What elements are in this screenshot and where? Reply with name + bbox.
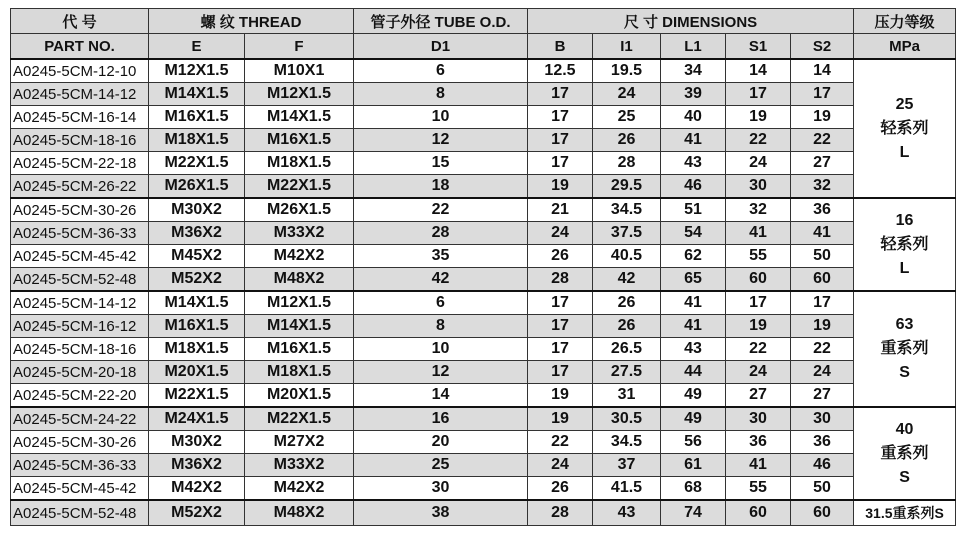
- table-cell: M16X1.5: [149, 315, 245, 338]
- table-cell: 26.5: [593, 338, 661, 361]
- table-cell: 17: [528, 106, 593, 129]
- table-cell: 19: [791, 106, 854, 129]
- table-cell: 60: [726, 268, 791, 292]
- table-cell: 19: [791, 315, 854, 338]
- table-cell: A0245-5CM-36-33: [11, 222, 149, 245]
- table-cell: M10X1: [245, 59, 354, 83]
- table-cell: 36: [791, 431, 854, 454]
- table-cell: 42: [593, 268, 661, 292]
- table-row: [11, 245, 956, 268]
- table-cell: 74: [661, 500, 726, 526]
- table-cell: M14X1.5: [245, 106, 354, 129]
- table-cell: 8: [354, 315, 528, 338]
- pressure-class-cell: [854, 291, 956, 407]
- pressure-code: L: [899, 259, 910, 277]
- table-cell: A0245-5CM-16-12: [11, 315, 149, 338]
- table-row: [11, 407, 956, 431]
- table-cell: M52X2: [149, 500, 245, 526]
- table-cell: M27X2: [245, 431, 354, 454]
- table-cell: A0245-5CM-22-20: [11, 384, 149, 408]
- table-row: [11, 83, 956, 106]
- table-cell: 22: [528, 431, 593, 454]
- table-cell: 24: [726, 361, 791, 384]
- table-cell: 40: [661, 106, 726, 129]
- table-cell: 41: [661, 315, 726, 338]
- table-row: [11, 477, 956, 501]
- table-cell: 12.5: [528, 59, 593, 83]
- table-cell: M30X2: [149, 431, 245, 454]
- table-cell: 36: [791, 198, 854, 222]
- table-cell: 26: [528, 245, 593, 268]
- col-f: F: [245, 34, 354, 60]
- pressure-pressure: 25: [895, 95, 914, 113]
- table-cell: 35: [354, 245, 528, 268]
- table-cell: 68: [661, 477, 726, 501]
- table-cell: 17: [528, 129, 593, 152]
- table-cell: 49: [661, 407, 726, 431]
- table-cell: M33X2: [245, 222, 354, 245]
- table-cell: 17: [791, 83, 854, 106]
- table-cell: 22: [726, 129, 791, 152]
- table-cell: 17: [726, 83, 791, 106]
- table-cell: 22: [791, 338, 854, 361]
- col-e: E: [149, 34, 245, 60]
- table-row: [11, 315, 956, 338]
- table-cell: 27: [726, 384, 791, 408]
- table-cell: 43: [593, 500, 661, 526]
- table-cell: 12: [354, 361, 528, 384]
- table-cell: 27: [791, 152, 854, 175]
- table-cell: 38: [354, 500, 528, 526]
- table-cell: M24X1.5: [149, 407, 245, 431]
- pressure-code: S: [899, 364, 910, 381]
- table-cell: 26: [593, 315, 661, 338]
- table-cell: 15: [354, 152, 528, 175]
- table-cell: 30: [726, 407, 791, 431]
- dimensions-header: 尺 寸 DIMENSIONS: [528, 9, 854, 34]
- table-cell: 65: [661, 268, 726, 292]
- table-cell: A0245-5CM-16-14: [11, 106, 149, 129]
- table-cell: M22X1.5: [245, 175, 354, 199]
- table-cell: 37.5: [593, 222, 661, 245]
- table-cell: M12X1.5: [245, 83, 354, 106]
- table-cell: A0245-5CM-52-48: [11, 500, 149, 526]
- table-cell: 43: [661, 152, 726, 175]
- table-row: [11, 361, 956, 384]
- table-cell: 17: [528, 361, 593, 384]
- table-cell: 22: [726, 338, 791, 361]
- table-cell: A0245-5CM-18-16: [11, 129, 149, 152]
- table-row: [11, 106, 956, 129]
- table-cell: 34: [661, 59, 726, 83]
- table-cell: A0245-5CM-30-26: [11, 431, 149, 454]
- pressure-unit: MPa: [854, 34, 956, 60]
- table-cell: 19: [528, 384, 593, 408]
- table-cell: 41: [791, 222, 854, 245]
- table-cell: 41: [726, 454, 791, 477]
- table-cell: 54: [661, 222, 726, 245]
- table-cell: 20: [354, 431, 528, 454]
- table-cell: 25: [354, 454, 528, 477]
- table-cell: 12: [354, 129, 528, 152]
- table-cell: 37: [593, 454, 661, 477]
- table-cell: 27: [791, 384, 854, 408]
- table-row: [11, 338, 956, 361]
- table-cell: A0245-5CM-24-22: [11, 407, 149, 431]
- table-cell: A0245-5CM-36-33: [11, 454, 149, 477]
- table-cell: M20X1.5: [245, 384, 354, 408]
- table-cell: M14X1.5: [149, 291, 245, 315]
- pressure-class-cell: [854, 407, 956, 500]
- table-cell: 22: [354, 198, 528, 222]
- table-cell: 18: [354, 175, 528, 199]
- table-cell: A0245-5CM-26-22: [11, 175, 149, 199]
- table-cell: 41: [661, 291, 726, 315]
- table-cell: 28: [354, 222, 528, 245]
- table-cell: 55: [726, 477, 791, 501]
- part-header-en: PART NO.: [11, 34, 149, 60]
- table-cell: M42X2: [149, 477, 245, 501]
- table-cell: M16X1.5: [245, 129, 354, 152]
- table-cell: 17: [791, 291, 854, 315]
- table-cell: 24: [528, 454, 593, 477]
- table-cell: 10: [354, 338, 528, 361]
- table-cell: 16: [354, 407, 528, 431]
- table-cell: M18X1.5: [149, 129, 245, 152]
- table-cell: A0245-5CM-45-42: [11, 245, 149, 268]
- table-cell: 27.5: [593, 361, 661, 384]
- table-row: [11, 454, 956, 477]
- pressure-code: L: [899, 143, 910, 161]
- table-cell: M42X2: [245, 477, 354, 501]
- table-cell: 28: [528, 500, 593, 526]
- table-cell: 46: [661, 175, 726, 199]
- table-cell: M18X1.5: [245, 361, 354, 384]
- spec-table: [10, 8, 956, 526]
- table-cell: M52X2: [149, 268, 245, 292]
- table-cell: 30: [354, 477, 528, 501]
- table-cell: 25: [593, 106, 661, 129]
- table-cell: 60: [791, 268, 854, 292]
- table-cell: 24: [528, 222, 593, 245]
- table-cell: 62: [661, 245, 726, 268]
- table-row: [11, 129, 956, 152]
- table-cell: 6: [354, 291, 528, 315]
- table-cell: 21: [528, 198, 593, 222]
- table-cell: M22X1.5: [149, 152, 245, 175]
- col-b: B: [528, 34, 593, 60]
- table-cell: 61: [661, 454, 726, 477]
- table-cell: A0245-5CM-52-48: [11, 268, 149, 292]
- table-cell: 32: [791, 175, 854, 199]
- table-cell: 42: [354, 268, 528, 292]
- table-cell: 50: [791, 245, 854, 268]
- table-cell: 24: [593, 83, 661, 106]
- table-cell: 22: [791, 129, 854, 152]
- table-cell: 14: [354, 384, 528, 408]
- pressure-class-cell: [854, 59, 956, 198]
- table-row: [11, 268, 956, 292]
- table-cell: 8: [354, 83, 528, 106]
- thread-header: 螺 纹 THREAD: [149, 9, 354, 34]
- table-cell: M36X2: [149, 222, 245, 245]
- table-cell: A0245-5CM-30-26: [11, 198, 149, 222]
- table-cell: 51: [661, 198, 726, 222]
- table-cell: M16X1.5: [149, 106, 245, 129]
- table-cell: 17: [528, 152, 593, 175]
- table-row: [11, 152, 956, 175]
- table-cell: A0245-5CM-18-16: [11, 338, 149, 361]
- table-cell: 60: [791, 500, 854, 526]
- col-s1: S1: [726, 34, 791, 60]
- pressure-series: 轻系列: [880, 235, 929, 253]
- table-cell: 19.5: [593, 59, 661, 83]
- table-cell: M30X2: [149, 198, 245, 222]
- pressure-pressure: 63: [895, 316, 914, 333]
- table-row: [11, 384, 956, 408]
- table-cell: 55: [726, 245, 791, 268]
- table-cell: 19: [528, 175, 593, 199]
- table-cell: M12X1.5: [149, 59, 245, 83]
- table-cell: 41: [726, 222, 791, 245]
- pressure-pressure: 16: [895, 211, 914, 229]
- table-cell: A0245-5CM-12-10: [11, 59, 149, 83]
- table-cell: M22X1.5: [149, 384, 245, 408]
- table-row: [11, 431, 956, 454]
- table-cell: A0245-5CM-45-42: [11, 477, 149, 501]
- table-cell: A0245-5CM-22-18: [11, 152, 149, 175]
- part-header-cn: 代 号: [11, 9, 149, 34]
- table-row: [11, 291, 956, 315]
- table-cell: 41.5: [593, 477, 661, 501]
- table-cell: 17: [528, 83, 593, 106]
- table-cell: M26X1.5: [245, 198, 354, 222]
- table-cell: 10: [354, 106, 528, 129]
- table-cell: 56: [661, 431, 726, 454]
- table-cell: 6: [354, 59, 528, 83]
- table-cell: M22X1.5: [245, 407, 354, 431]
- table-cell: 17: [528, 291, 593, 315]
- table-cell: M45X2: [149, 245, 245, 268]
- pressure-header: 压力等级: [854, 9, 956, 34]
- table-cell: 49: [661, 384, 726, 408]
- col-s2: S2: [791, 34, 854, 60]
- table-cell: 30.5: [593, 407, 661, 431]
- table-cell: 34.5: [593, 198, 661, 222]
- table-cell: 44: [661, 361, 726, 384]
- table-cell: M12X1.5: [245, 291, 354, 315]
- table-cell: 36: [726, 431, 791, 454]
- table-cell: A0245-5CM-14-12: [11, 291, 149, 315]
- col-d1: D1: [354, 34, 528, 60]
- table-cell: 29.5: [593, 175, 661, 199]
- table-cell: 40.5: [593, 245, 661, 268]
- col-l1: L1: [661, 34, 726, 60]
- table-cell: 50: [791, 477, 854, 501]
- table-cell: 30: [726, 175, 791, 199]
- pressure-pressure: 40: [895, 420, 914, 438]
- col-i1: I1: [593, 34, 661, 60]
- table-row: [11, 59, 956, 83]
- table-cell: 14: [726, 59, 791, 83]
- table-cell: 60: [726, 500, 791, 526]
- table-cell: M26X1.5: [149, 175, 245, 199]
- table-row: [11, 222, 956, 245]
- table-cell: M14X1.5: [245, 315, 354, 338]
- table-cell: 43: [661, 338, 726, 361]
- tube-header: 管子外径 TUBE O.D.: [354, 9, 528, 34]
- pressure-class-cell: 31.5重系列S: [854, 500, 956, 526]
- table-cell: 46: [791, 454, 854, 477]
- table-cell: M48X2: [245, 500, 354, 526]
- table-cell: M42X2: [245, 245, 354, 268]
- table-cell: M36X2: [149, 454, 245, 477]
- table-cell: M18X1.5: [149, 338, 245, 361]
- table-cell: M48X2: [245, 268, 354, 292]
- table-cell: M16X1.5: [245, 338, 354, 361]
- table-cell: M20X1.5: [149, 361, 245, 384]
- table-cell: 26: [593, 291, 661, 315]
- table-cell: 17: [528, 315, 593, 338]
- table-cell: 14: [791, 59, 854, 83]
- table-cell: 28: [593, 152, 661, 175]
- table-cell: 19: [726, 106, 791, 129]
- table-cell: 30: [791, 407, 854, 431]
- table-row: [11, 500, 956, 526]
- table-cell: A0245-5CM-20-18: [11, 361, 149, 384]
- pressure-class-cell: [854, 198, 956, 291]
- table-cell: M33X2: [245, 454, 354, 477]
- table-cell: 31: [593, 384, 661, 408]
- table-cell: 17: [528, 338, 593, 361]
- table-cell: M18X1.5: [245, 152, 354, 175]
- table-cell: 39: [661, 83, 726, 106]
- table-cell: 19: [528, 407, 593, 431]
- table-cell: 26: [528, 477, 593, 501]
- table-cell: 26: [593, 129, 661, 152]
- pressure-code: S: [899, 468, 910, 486]
- table-cell: 41: [661, 129, 726, 152]
- table-cell: 19: [726, 315, 791, 338]
- table-row: [11, 198, 956, 222]
- table-cell: 17: [726, 291, 791, 315]
- table-cell: 24: [791, 361, 854, 384]
- table-cell: 24: [726, 152, 791, 175]
- pressure-series: 重系列: [880, 444, 929, 462]
- pressure-series: 轻系列: [880, 119, 929, 137]
- table-cell: 34.5: [593, 431, 661, 454]
- table-cell: M14X1.5: [149, 83, 245, 106]
- table-cell: A0245-5CM-14-12: [11, 83, 149, 106]
- pressure-series: 重系列: [880, 340, 929, 357]
- table-cell: 28: [528, 268, 593, 292]
- table-row: [11, 175, 956, 199]
- table-cell: 32: [726, 198, 791, 222]
